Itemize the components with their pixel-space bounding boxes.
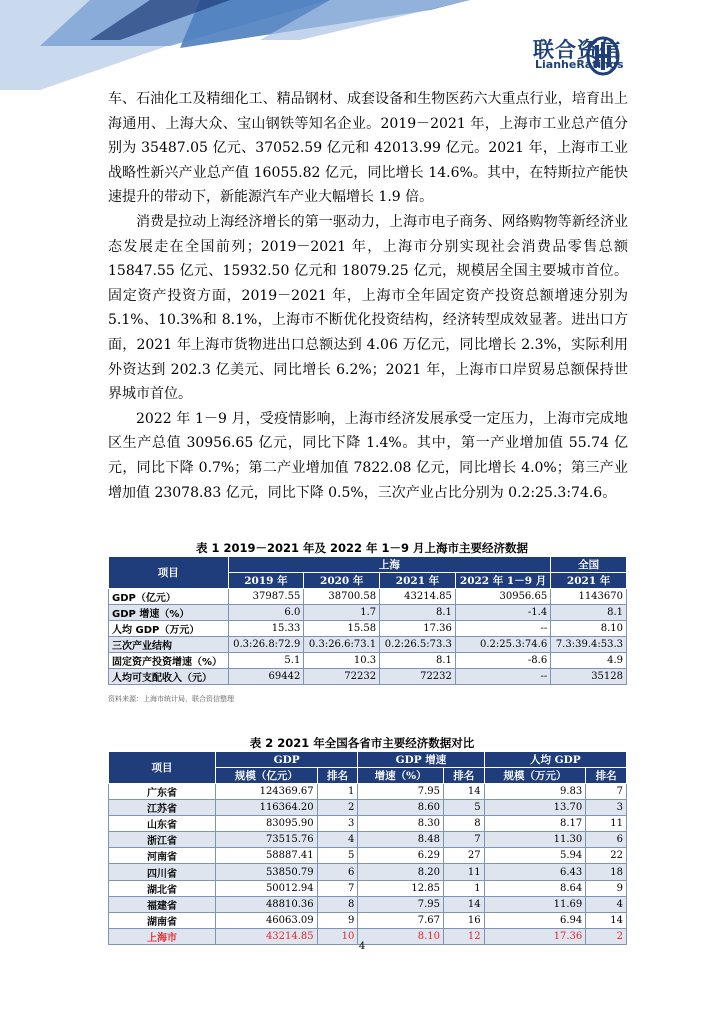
table2-cell: 14 xyxy=(443,784,484,800)
table2-subhead: 增速（%） xyxy=(358,768,444,784)
table2-cell: 73515.76 xyxy=(216,832,318,848)
table1-head-shanghai: 上海 xyxy=(228,557,551,573)
table-row xyxy=(109,669,627,685)
table2-cell: 8 xyxy=(443,816,484,832)
table2-cell: 14 xyxy=(443,896,484,912)
table2-cell: 53850.79 xyxy=(216,864,318,880)
table1-row-label: 人均 GDP（万元） xyxy=(109,621,229,637)
table1-source: 资料来源：上海市统计局，联合资信整理 xyxy=(108,695,234,703)
table-row xyxy=(109,605,627,621)
table2-cell: 7 xyxy=(443,832,484,848)
table1-cell: 0.2:26.5:73.3 xyxy=(380,637,456,653)
table-row xyxy=(109,621,627,637)
table2-cell: 11 xyxy=(586,816,627,832)
table2-cell: 14 xyxy=(586,912,627,928)
table1-row-label: 固定资产投资增速（%） xyxy=(109,653,229,669)
table1-cell: -- xyxy=(455,669,550,685)
table2-cell: 5 xyxy=(443,800,484,816)
table1-cell: 0.3:26.6:73.1 xyxy=(304,637,380,653)
table1-caption: 表 1 2019－2021 年及 2022 年 1－9 月上海市主要经济数据 xyxy=(195,541,529,555)
table2-cell: 1 xyxy=(317,784,358,800)
table-row xyxy=(109,896,627,912)
table2-cell: 7.95 xyxy=(358,784,444,800)
table1-cell: 10.3 xyxy=(304,653,380,669)
table2-group-head: 人均 GDP xyxy=(484,752,626,768)
table1-cell: 1.7 xyxy=(304,605,380,621)
table-row xyxy=(109,880,627,896)
table2-cell: 8.60 xyxy=(358,800,444,816)
table1-cell: 37987.55 xyxy=(228,589,304,605)
table-row xyxy=(109,832,627,848)
table2-cell: 12 xyxy=(443,928,484,944)
table1-head-item: 项目 xyxy=(109,557,229,589)
table2-cell: 2 xyxy=(586,928,627,944)
table1-cell: 15.58 xyxy=(304,621,380,637)
table2-group-head: GDP xyxy=(216,752,358,768)
table1-cell: 8.10 xyxy=(551,621,627,637)
table-row xyxy=(109,864,627,880)
table1-year: 2021 年 xyxy=(380,573,456,589)
table-row xyxy=(109,637,627,653)
table2-cell: 6 xyxy=(586,832,627,848)
table2-cell: 58887.41 xyxy=(216,848,318,864)
table1-row-label: 三次产业结构 xyxy=(109,637,229,653)
table2-cell: 5.94 xyxy=(484,848,586,864)
paragraph-2: 消费是拉动上海经济增长的第一驱动力，上海市电子商务、网络购物等新经济业态发展走在全国前列；2019－2021 年，上海市分别实现社会消费品零售总额 15847.55 亿元、15932.50 亿元和 18079.25 亿元，规模居全国主要城市首位。固定资产投资方面，2019－2021 年，上海市全年固定资产投资总额增速分别为 5.1%、10.3%和 8.1%，上海市不断优化投资结构，经济转型成效显著。进出口方面，2021 年上海市货物进出口总额达到 4.06 万亿元，同比增长 2.3%，实际利用外资达到 202.3 亿美元、同比增长 6.2%；2021 年，上海市口岸贸易总额保持世界城市首位。 xyxy=(108,213,628,403)
table1 xyxy=(108,556,627,685)
table2-cell: 3 xyxy=(586,800,627,816)
table2-cell: 22 xyxy=(586,848,627,864)
brand-name-cn: 联合资信 xyxy=(533,38,621,62)
table2-cell: 8.20 xyxy=(358,864,444,880)
table1-year: 2022 年 1－9 月 xyxy=(455,573,550,589)
table2-cell: 11 xyxy=(443,864,484,880)
table2-cell: 48810.36 xyxy=(216,896,318,912)
table2-province: 山东省 xyxy=(109,816,216,832)
table1-cell: 15.33 xyxy=(228,621,304,637)
table2-cell: 27 xyxy=(443,848,484,864)
table1-year: 2021 年 xyxy=(551,573,627,589)
table2-subhead: 规模（万元） xyxy=(484,768,586,784)
table2-cell: 17.36 xyxy=(484,928,586,944)
table2-province: 广东省 xyxy=(109,784,216,800)
table2-cell: 8 xyxy=(317,896,358,912)
table2-province: 四川省 xyxy=(109,864,216,880)
table1-row-label: 人均可支配收入（元） xyxy=(109,669,229,685)
table2-cell: 83095.90 xyxy=(216,816,318,832)
table1-cell: 30956.65 xyxy=(455,589,550,605)
table2-province: 浙江省 xyxy=(109,832,216,848)
table2-cell: 8.10 xyxy=(358,928,444,944)
table2-subhead: 排名 xyxy=(443,768,484,784)
table1-head-national: 全国 xyxy=(551,557,627,573)
table1-cell: 5.1 xyxy=(228,653,304,669)
table2-cell: 9 xyxy=(317,912,358,928)
table2-cell: 18 xyxy=(586,864,627,880)
table2-cell: 13.70 xyxy=(484,800,586,816)
table2-cell: 16 xyxy=(443,912,484,928)
table1-cell: -- xyxy=(455,621,550,637)
table2-province: 湖南省 xyxy=(109,912,216,928)
paragraph-3: 2022 年 1－9 月，受疫情影响，上海市经济发展承受一定压力，上海市完成地区生产总值 30956.65 亿元，同比下降 1.4%。其中，第一产业增加值 55.74 亿元，同比下降 0.7%；第二产业增加值 7822.08 亿元，同比增长 4.0%；第三产业增加值 23078.83 亿元，同比下降 0.5%，三次产业占比分别为 0.2:25.3:74.6。 xyxy=(108,410,628,501)
table2-cell: 11.30 xyxy=(484,832,586,848)
table2-province: 福建省 xyxy=(109,896,216,912)
table1-cell: 0.3:26.8:72.9 xyxy=(228,637,304,653)
table2-cell: 9 xyxy=(586,880,627,896)
table2-cell: 46063.09 xyxy=(216,912,318,928)
table2-province: 湖北省 xyxy=(109,880,216,896)
table2-province: 江苏省 xyxy=(109,800,216,816)
table-row xyxy=(109,848,627,864)
table1-cell: 17.36 xyxy=(380,621,456,637)
table1-cell: 72232 xyxy=(380,669,456,685)
table2-cell: 7.67 xyxy=(358,912,444,928)
table2-subhead: 排名 xyxy=(586,768,627,784)
table2-subhead: 排名 xyxy=(317,768,358,784)
table2-cell: 11.69 xyxy=(484,896,586,912)
table2-cell: 7 xyxy=(317,880,358,896)
table2-cell: 6 xyxy=(317,864,358,880)
table1-cell: -8.6 xyxy=(455,653,550,669)
table2 xyxy=(108,751,627,945)
table2-cell: 8.48 xyxy=(358,832,444,848)
table1-cell: 35128 xyxy=(551,669,627,685)
table-row xyxy=(109,816,627,832)
table2-cell: 7 xyxy=(586,784,627,800)
table1-cell: 4.9 xyxy=(551,653,627,669)
table2-cell: 4 xyxy=(586,896,627,912)
table2-cell: 10 xyxy=(317,928,358,944)
table2-cell: 4 xyxy=(317,832,358,848)
table-row xyxy=(109,800,627,816)
table2-caption: 表 2 2021 年全国各省市主要经济数据对比 xyxy=(249,736,475,750)
table2-head-item: 项目 xyxy=(109,752,216,784)
table1-cell: 7.3:39.4:53.3 xyxy=(551,637,627,653)
table1-year: 2019 年 xyxy=(228,573,304,589)
body-text xyxy=(108,87,628,505)
table-row xyxy=(109,784,627,800)
table1-cell: 69442 xyxy=(228,669,304,685)
table2-cell: 12.85 xyxy=(358,880,444,896)
table1-year: 2020 年 xyxy=(304,573,380,589)
table1-cell: 72232 xyxy=(304,669,380,685)
page-number: 4 xyxy=(358,941,366,952)
table1-row-label: GDP（亿元） xyxy=(109,589,229,605)
table2-cell: 6.29 xyxy=(358,848,444,864)
table1-cell: 8.1 xyxy=(551,605,627,621)
table-row xyxy=(109,653,627,669)
table2-cell: 5 xyxy=(317,848,358,864)
table1-row-label: GDP 增速（%） xyxy=(109,605,229,621)
table2-cell: 9.83 xyxy=(484,784,586,800)
table1-cell: 6.0 xyxy=(228,605,304,621)
table2-cell: 6.43 xyxy=(484,864,586,880)
table2-subhead: 规模（亿元） xyxy=(216,768,318,784)
table1-cell: 38700.58 xyxy=(304,589,380,605)
table2-cell: 50012.94 xyxy=(216,880,318,896)
table2-cell: 43214.85 xyxy=(216,928,318,944)
table2-province: 河南省 xyxy=(109,848,216,864)
table1-cell: 8.1 xyxy=(380,605,456,621)
table2-cell: 8.17 xyxy=(484,816,586,832)
table2-cell: 3 xyxy=(317,816,358,832)
header-banner xyxy=(0,0,724,90)
table2-cell: 1 xyxy=(443,880,484,896)
table2-group-head: GDP 增速 xyxy=(358,752,484,768)
table2-cell: 6.94 xyxy=(484,912,586,928)
table2-cell: 8.30 xyxy=(358,816,444,832)
table2-province: 上海市 xyxy=(109,928,216,944)
table1-cell: -1.4 xyxy=(455,605,550,621)
table-row xyxy=(109,589,627,605)
table1-cell: 0.2:25.3:74.6 xyxy=(455,637,550,653)
table1-cell: 8.1 xyxy=(380,653,456,669)
table2-cell: 124369.67 xyxy=(216,784,318,800)
table2-cell: 116364.20 xyxy=(216,800,318,816)
table2-cell: 2 xyxy=(317,800,358,816)
table2-cell: 8.64 xyxy=(484,880,586,896)
brand-name-en: LianheRatings xyxy=(535,58,624,71)
table1-cell: 1143670 xyxy=(551,589,627,605)
table2-cell: 7.95 xyxy=(358,896,444,912)
table1-cell: 43214.85 xyxy=(380,589,456,605)
table-row xyxy=(109,912,627,928)
paragraph-1: 车、石油化工及精细化工、精品钢材、成套设备和生物医药六大重点行业，培育出上海通用、上海大众、宝山钢铁等知名企业。2019－2021 年，上海市工业总产值分别为 35487.05 亿元、37052.59 亿元和 42013.99 亿元。2021 年，上海市工业战略性新兴产业总产值 16055.82 亿元，同比增长 14.6%。其中，在特斯拉产能快速提升的带动下，新能源汽车产业大幅增长 1.9 倍。 xyxy=(108,91,628,206)
